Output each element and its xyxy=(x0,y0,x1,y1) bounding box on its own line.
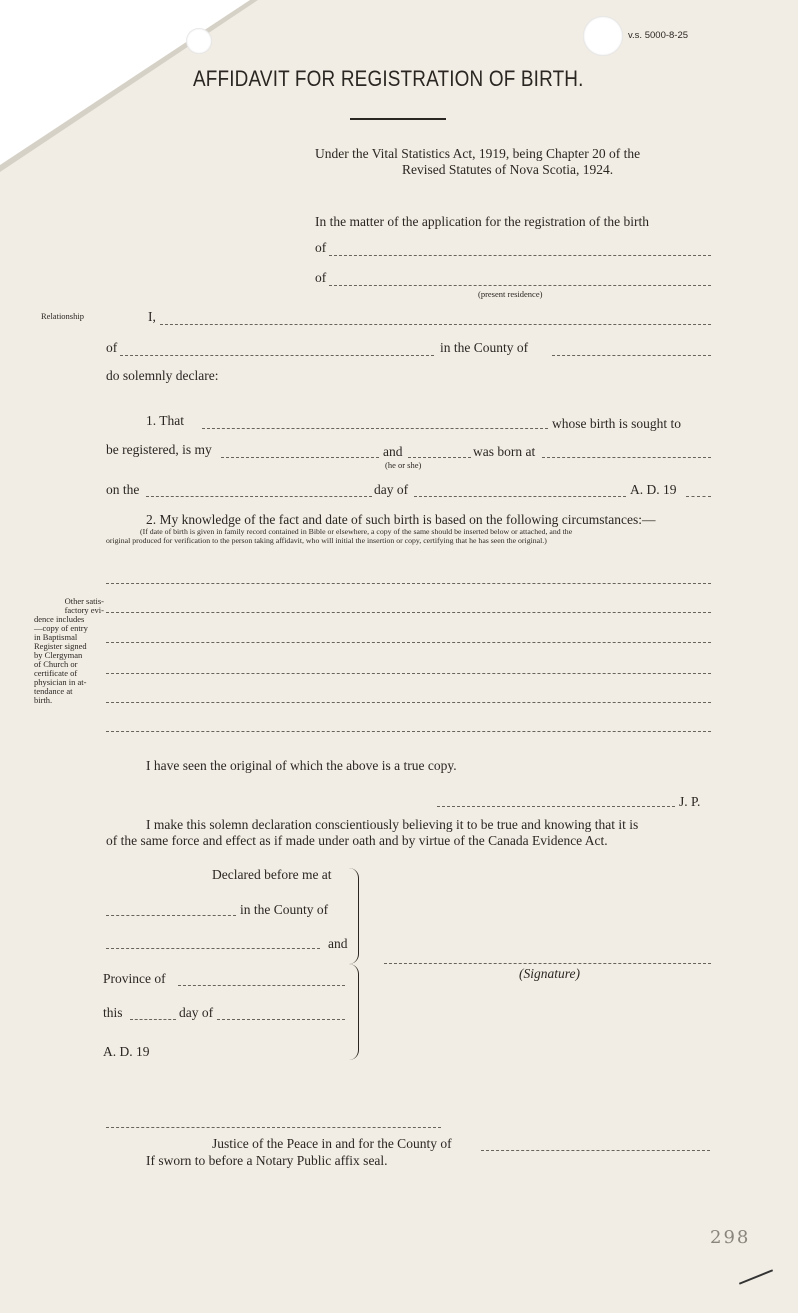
jp-signature-field[interactable] xyxy=(437,806,675,807)
act-line-1: Under the Vital Statistics Act, 1919, being Chapter 20 of the xyxy=(315,146,641,161)
justice-signature-field[interactable] xyxy=(106,1127,441,1128)
child-that-field[interactable] xyxy=(202,428,548,429)
declarant-name-field[interactable] xyxy=(160,324,711,325)
clause1-registered-text: be registered, is my xyxy=(106,442,212,457)
jurat-day-of-label: day of xyxy=(179,1005,214,1020)
residence-hint: (present residence) xyxy=(478,289,543,299)
declare-text: do solemnly declare: xyxy=(106,368,219,383)
seen-original-text: I have seen the original of which the above is a true copy. xyxy=(146,758,457,773)
clause1-day-of-label: day of xyxy=(374,482,409,497)
circumstances-line-4[interactable] xyxy=(106,673,711,674)
justice-text: Justice of the Peace in and for the County of xyxy=(212,1136,452,1151)
side-note-line: by Clergyman xyxy=(34,650,83,660)
jurat-day-field[interactable] xyxy=(130,1019,176,1020)
side-note-line: certificate of xyxy=(34,668,78,678)
notary-text: If sworn to before a Notary Public affix seal. xyxy=(146,1153,388,1168)
side-note-line: Other satis- xyxy=(64,596,104,606)
form-code: v.s. 5000-8-25 xyxy=(628,30,689,41)
birth-day-field[interactable] xyxy=(146,496,372,497)
clause2-text: 2. My knowledge of the fact and date of such birth is based on the following circumstances:— xyxy=(146,512,656,527)
matter-of-label: of xyxy=(315,240,327,255)
declarant-county-field[interactable] xyxy=(552,355,711,356)
page-number-stamp: 298 xyxy=(710,1227,751,1248)
present-residence-field[interactable] xyxy=(329,285,711,286)
side-note-line: —copy of entry xyxy=(34,623,88,633)
signature-label: (Signature) xyxy=(519,966,580,981)
side-note-line: birth. xyxy=(34,695,53,705)
circumstances-line-1[interactable] xyxy=(106,583,711,584)
jurat-ad-label: A. D. 19 xyxy=(103,1044,150,1059)
province-label: Province of xyxy=(103,971,166,986)
clause2-note-2: original produced for verification to the person taking affidavit, who will initial the insertion or copy, certifying that he has seen the original.) xyxy=(106,536,547,545)
page-title: AFFIDAVIT FOR REGISTRATION OF BIRTH. xyxy=(193,66,584,91)
declarant-address-field[interactable] xyxy=(120,355,434,356)
declared-place-field[interactable] xyxy=(106,915,236,916)
jurat-county-label: in the County of xyxy=(240,902,329,917)
birth-month-field[interactable] xyxy=(414,496,626,497)
child-name-field[interactable] xyxy=(329,255,711,256)
circumstances-line-6[interactable] xyxy=(106,731,711,732)
declared-before-label: Declared before me at xyxy=(212,867,332,882)
side-note-line: tendance at xyxy=(34,686,73,696)
clause1-sought-text: whose birth is sought to xyxy=(552,416,682,431)
clause1-born-at-label: was born at xyxy=(473,444,536,459)
declarant-i-label: I, xyxy=(148,309,156,324)
clause1-and-label: and xyxy=(383,444,403,459)
justice-county-field[interactable] xyxy=(481,1150,710,1151)
clause1-ad-label: A. D. 19 xyxy=(630,482,677,497)
province-field[interactable] xyxy=(178,985,345,986)
this-label: this xyxy=(103,1005,123,1020)
side-note-line: physician in at- xyxy=(34,677,87,687)
jurat-month-field[interactable] xyxy=(217,1019,345,1020)
sex-field[interactable] xyxy=(408,457,471,458)
solemn-line-1: I make this solemn declaration conscientiously believing it to be true and knowing that it is xyxy=(146,817,639,832)
clause1-that-label: 1. That xyxy=(146,413,184,428)
punch-hole-left xyxy=(186,28,212,54)
birthplace-field[interactable] xyxy=(542,457,711,458)
solemn-line-2: of the same force and effect as if made under oath and by virtue of the Canada Evidence Act. xyxy=(106,833,608,848)
matter-line: In the matter of the application for the registration of the birth xyxy=(315,214,650,229)
declarant-county-label: in the County of xyxy=(440,340,529,355)
side-note xyxy=(34,597,104,705)
brace-lower xyxy=(348,964,359,1060)
relationship-field[interactable] xyxy=(221,457,379,458)
declarant-signature-field[interactable] xyxy=(384,963,711,964)
side-note-line: dence includes xyxy=(34,614,85,624)
side-note-line: Register signed xyxy=(34,641,87,651)
clause1-on-the-label: on the xyxy=(106,482,140,497)
declarant-of-label: of xyxy=(106,340,118,355)
punch-hole-right xyxy=(583,16,623,56)
jurat-and-label: and xyxy=(328,936,348,951)
jp-label: J. P. xyxy=(679,794,701,809)
circumstances-line-2[interactable] xyxy=(106,612,711,613)
circumstances-line-5[interactable] xyxy=(106,702,711,703)
pencil-mark xyxy=(739,1269,773,1284)
birth-year-field[interactable] xyxy=(686,496,711,497)
circumstances-line-3[interactable] xyxy=(106,642,711,643)
act-line-2: Revised Statutes of Nova Scotia, 1924. xyxy=(402,162,614,177)
side-note-line: factory evi- xyxy=(64,605,104,615)
clause2-note-1: (If date of birth is given in family record contained in Bible or elsewhere, a copy of the same should be inserted below or attached, and the xyxy=(140,527,573,536)
side-note-line: of Church or xyxy=(34,659,78,669)
matter-of2-label: of xyxy=(315,270,327,285)
relationship-label: Relationship xyxy=(41,311,84,321)
title-rule xyxy=(350,118,446,120)
he-she-hint: (he or she) xyxy=(385,460,422,470)
brace-upper xyxy=(348,868,359,964)
side-note-line: in Baptismal xyxy=(34,632,78,642)
jurat-county-field[interactable] xyxy=(106,948,320,949)
